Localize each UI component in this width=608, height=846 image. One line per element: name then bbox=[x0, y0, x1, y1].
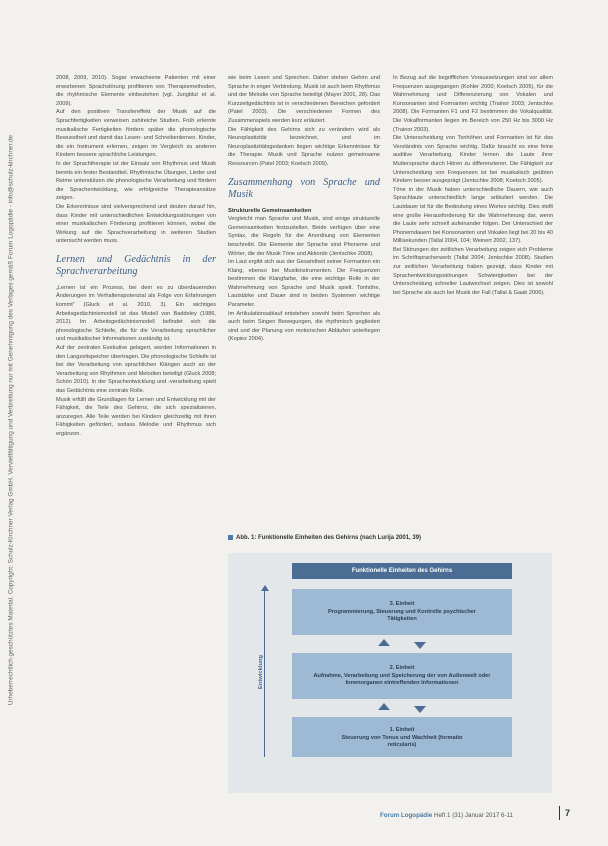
paragraph: 2008, 2009, 2010). Sogar erwachsene Patienten mit einer erworbenen Sprachstörung profitieren von Therapiemethoden, die rhythmische Elemente einbeziehen (vgl. Jungblut et al. 2009). bbox=[56, 75, 216, 107]
figure-header: Funktionelle Einheiten des Gehirns bbox=[292, 563, 512, 579]
paragraph: Musik erfüllt die Grundlagen für Lernen und Entwicklung mit der Fähigkeit, die Teile des Gehirns, die sich spezialisieren, anzuregen. Alle Teile werden bei Kindern gleichzeitig mit ihren Fähigkeiten gefördert, sodass Melodie und Rhythmus sich ergänzen. bbox=[56, 396, 216, 437]
paragraph: Bei Störungen der zeitlichen Verarbeitung zeigen sich Probleme im Schriftspracherwerb (Tallal 2004; Jentschke 2008). Studien zur zeitlichen Verarbeitung haben gezeigt, dass Kinder mit Sprachentwicklungsstörungen Schwierigkeiten bei der Unterscheidung schneller Lautwechsel zeigen. Dies ist sowohl bei Sprache als auch bei Musik der Fall (Tallal & Gaab 2006). bbox=[393, 246, 553, 296]
brain-units-figure bbox=[228, 553, 552, 793]
subheading-structural: Strukturelle Gemeinsamkeiten bbox=[228, 207, 312, 214]
column-3 bbox=[393, 74, 553, 297]
page-number: 7 bbox=[565, 808, 571, 818]
column-2 bbox=[228, 74, 380, 344]
paragraph: In der Sprachtherapie ist der Einsatz von Rhythmus und Musik bereits ein fester Bestandteil. Rhythmische Übungen, Lieder und Reime unterstützen die phonologische Verarbeitung und fördern die Sprachentwicklung, wie erfolgreiche Therapieansätze zeigen. bbox=[56, 160, 216, 202]
paragraph: Die Fähigkeit des Gehirns sich zu verändern wird als Neuroplastizität bezeichnet, und im Neuroplastizitätsgedanken liegen wichtige Erkenntnisse für die Therapie. Musik und Sprache nutzen gemeinsame Ressourcen (Patel 2003; Koelsch 2009). bbox=[228, 126, 380, 167]
column-1 bbox=[56, 74, 216, 439]
unit-3-title: 3. Einheit bbox=[389, 601, 415, 607]
arrow-up-icon bbox=[261, 585, 269, 591]
axis-line bbox=[264, 589, 265, 757]
unit-3-text: Programmierung, Steuerung und Kontrolle psychischer Tätigkeiten bbox=[328, 608, 476, 622]
axis-label: Entwicklung bbox=[258, 654, 265, 690]
paragraph: Im Artikulationsablauf entstehen sowohl beim Sprechen als auch beim Singen Bewegungen, die rhythmisch gegliedert sind und der Planung von motorischen Abläufen unterliegen (Kopiez 2004). bbox=[228, 310, 380, 343]
paragraph: Auf der zentralen Exekutive gelagert, werden Informationen in den Langzeitspeicher übertragen. Die phonologische Schleife ist bei der Verarbeitung von sprachlichen Klängen auch an der Verarbeitung von Rhythmen und Melodien beteiligt (Gluck 2008; Schön 2010). In der Sprachentwicklung und -verarbeitung spielt das Gedächtnis eine zentrale Rolle. bbox=[56, 345, 216, 394]
paragraph: Vergleicht man Sprache und Musik, sind einige strukturelle Gemeinsamkeiten festzustellen. Beide verfügen über eine Syntax, die Regeln für die Anordnung von Elementen beschreibt. Die Elemente der Sprache sind Phoneme und Wörter, die der Musik Töne und Akkorde (Jentschke 2008). bbox=[228, 216, 380, 257]
page-number-divider bbox=[559, 806, 560, 820]
arrow-up-icon bbox=[378, 703, 390, 710]
paragraph: Die Unterscheidung von Tonhöhen und Formanten ist für das Verständnis von Sprache wichtig. Dafür braucht es eine feine auditive Verarbeitung. Kinder lernen die Laute ihrer Muttersprache durch Hören zu differenzieren. Die Fähigkeit zur Unterscheidung von Frequenzen ist bei musikalisch geübten Kindern besser ausgeprägt (Jentschke 2008; Koelsch 2005). bbox=[393, 135, 553, 185]
section-heading-memory: Lernen und Gedächtnis in der Sprachverarbeitung bbox=[56, 253, 216, 277]
unit-2-box bbox=[292, 653, 512, 699]
paragraph: Im Laut ergibt sich aus der Gesamtheit seiner Formanten ein Klang, ebenso bei Musikinstrumenten. Die Frequenzen bestimmen die Klangfarbe, die eine wichtige Rolle in der Wahrnehmung von Sprache und Musik spielt. Tonhöhe, Lautstärke und Dauer sind in beiden Systemen wichtige Parameter. bbox=[228, 259, 380, 309]
section-heading-connection: Zusammenhang von Sprache und Musik bbox=[228, 176, 380, 200]
unit-1-text: Steuerung von Tonus und Wachheit (formatio reticularis) bbox=[341, 734, 463, 748]
paragraph: Auf den positiven Transfereffekt der Musik auf die Sprachfertigkeiten verweisen zahlreiche Studien. Früh erlernte musikalische Fertigkeiten fördern später die phonologische Bewusstheit und damit das Lesen- und Schreibenlernen. Kinder, die ein Instrument erlernen, zeigen im Vergleich zu anderen Kindern bessere sprachliche Leistungen. bbox=[56, 109, 216, 159]
development-axis bbox=[258, 589, 272, 757]
copyright-side-note bbox=[4, 40, 18, 800]
journal-brand: Forum Logopädie bbox=[380, 812, 433, 819]
paragraph: In Bezug auf die begrifflichen Voraussetzungen sind vor allem Frequenzen ausgegangen (Kohler 2000; Koelsch 2005), für die Wahrnehmung und Differenzierung von Vokalen und Konsonanten sind Formanten wichtig (Trainor 2003; Jentschke 2008). Die Formanten F1 und F2 bestimmen die Vokalqualität. Die Vokalformanten liegen im Bereich von 250 Hz bis 3000 Hz (Trainor 2003). bbox=[393, 75, 553, 133]
paragraph: wie beim Lesen und Sprechen. Daher stehen Gehirn und Sprache in enger Verbindung. Musik ist auch beim Rhythmus und der Melodie von Sprache beteiligt (Mayer 2001, 28). Das Kurzzeitgedächtnis ist in verschiedenen Bereichen gefordert (Patel 2003). Die verschiedenen Formen des Zusammenspiels werden kurz erläutert. bbox=[228, 75, 380, 124]
arrow-down-icon bbox=[414, 642, 426, 649]
figure-caption bbox=[228, 535, 558, 541]
paragraph: Töne in der Musik haben unterschiedliche Dauern, wie auch Sprachlaute unterschiedlich lange artikuliert werden. Die Lautdauer ist für die Bedeutung eines Wortes wichtig. Dies stellt eine große Herausforderung für die Wahrnehmung dar, wenn die Laute sehr schnell aufeinander folgen. Der Unterschied der Phonemdauern bei Konsonanten und Vokalen liegt bei 20 bis 40 Millisekunden (Tallal 2004, 104; Weinert 2002, 137). bbox=[393, 186, 553, 245]
unit-1-box bbox=[292, 717, 512, 757]
square-bullet-icon bbox=[228, 535, 233, 540]
unit-2-title: 2. Einheit bbox=[389, 665, 415, 671]
arrow-down-icon bbox=[414, 706, 426, 713]
figure-caption-text: Abb. 1: Funktionelle Einheiten des Gehirns (nach Lurija 2001, 39) bbox=[236, 535, 422, 542]
paragraph: „Lernen ist ein Prozess, bei dem es zu überdauernden Änderungen im Verhaltenspotenzial als Folge von Erfahrungen kommt“ (Gluck et al. 2010, 3). Ein wichtiges Arbeitsgedächtnismodell ist das Modell von Baddeley (1986, 2012). Im Arbeitsgedächtnismodell befindet sich die phonologische Schleife, die für die Verarbeitung sprachlicher und musikalischer Informationen zuständig ist. bbox=[56, 284, 216, 343]
unit-3-box bbox=[292, 589, 512, 635]
unit-2-text: Aufnahme, Verarbeitung und Speicherung der von Außenwelt oder Innenorganen eintreffenden Informationen bbox=[313, 672, 491, 686]
paragraph: Die Erkenntnisse sind vielversprechend und deuten darauf hin, dass Kinder mit unterschiedlichen Entwicklungsstörungen von einer musikalischen Förderung profitieren können, wobei die Wirkung auf die Sprachverarbeitung in weiteren Studien untersucht werden muss. bbox=[56, 203, 216, 245]
issue-info: Heft 1 (31) Januar 2017 6-11 bbox=[433, 812, 513, 819]
side-note-text: Urheberrechtlich geschütztes Material. Copyright: Schulz-Kirchner Verlag GmbH. Vervielfältigung und Verbreitung nur mit Genehmigung des Verlages gemäß Forum Logopädie - info@schulz-kirchner.de bbox=[7, 134, 15, 706]
arrow-up-icon bbox=[378, 639, 390, 646]
unit-1-title: 1. Einheit bbox=[389, 727, 415, 733]
